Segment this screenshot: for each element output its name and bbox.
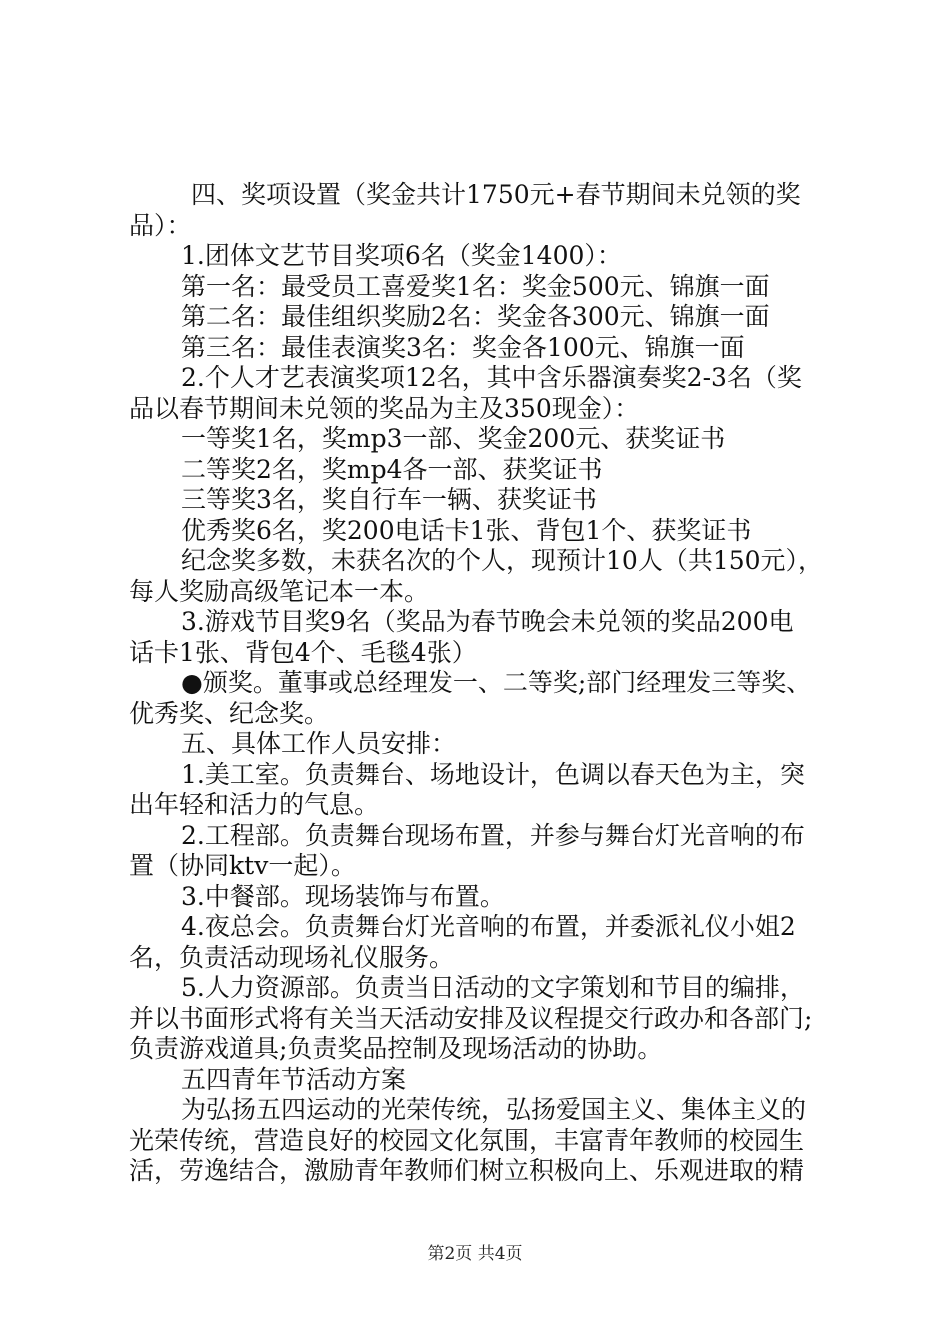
text-line: 五四青年节活动方案 <box>181 1064 407 1094</box>
text-line: 2.工程部。负责舞台现场布置，并参与舞台灯光音响的布 <box>181 820 805 850</box>
text-line: 优秀奖6名，奖200电话卡1张、背包1个、获奖证书 <box>181 515 752 545</box>
text-line: 话卡1张、背包4个、毛毯4张） <box>129 637 477 667</box>
text-line: 1.美工室。负责舞台、场地设计，色调以春天色为主，突 <box>181 759 805 789</box>
text-line: 名，负责活动现场礼仪服务。 <box>129 942 455 972</box>
text-line: 品以春节期间未兑领的奖品为主及350现金）： <box>129 393 640 423</box>
text-line: 出年轻和活力的气息。 <box>129 790 380 819</box>
text-line: 第二名：最佳组织奖励2名：奖金各300元、锦旗一面 <box>181 302 770 331</box>
text-line: 4.夜总会。负责舞台灯光音响的布置，并委派礼仪小姐2 <box>181 912 796 941</box>
text-line: 光荣传统，营造良好的校园文化氛围，丰富青年教师的校园生 <box>129 1125 805 1155</box>
text-line: 置（协同ktv一起）。 <box>129 851 356 880</box>
text-line: ●颁奖。董事或总经理发一、二等奖;部门经理发三等奖、 <box>181 668 812 697</box>
text-line: 品）： <box>129 210 192 240</box>
text-line: 为弘扬五四运动的光荣传统，弘扬爱国主义、集体主义的 <box>181 1095 807 1124</box>
text-line: 三等奖3名，奖自行车一辆、获奖证书 <box>181 485 597 514</box>
document-body <box>129 180 835 1187</box>
text-line: 纪念奖多数，未获名次的个人，现预计10人（共150元）， <box>181 546 824 575</box>
text-line: 二等奖2名，奖mp4各一部、获奖证书 <box>181 454 603 484</box>
text-line: 负责游戏道具;负责奖品控制及现场活动的协助。 <box>129 1034 663 1063</box>
text-line: 并以书面形式将有关当天活动安排及议程提交行政办和各部门; <box>129 1003 813 1033</box>
text-line: 3.游戏节目奖9名（奖品为春节晚会未兑领的奖品200电 <box>181 607 794 636</box>
text-line: 优秀奖、纪念奖。 <box>129 698 330 728</box>
text-line: 活，劳逸结合，激励青年教师们树立积极向上、乐观进取的精 <box>129 1156 805 1185</box>
text-line: 五、具体工作人员安排： <box>181 729 457 758</box>
text-line: 1.团体文艺节目奖项6名（奖金1400）： <box>181 241 622 270</box>
text-line: 一等奖1名，奖mp3一部、奖金200元、获奖证书 <box>181 424 726 453</box>
text-line: 第三名：最佳表演奖3名：奖金各100元、锦旗一面 <box>181 332 745 362</box>
text-line: 5.人力资源部。负责当日活动的文字策划和节目的编排， <box>181 973 805 1002</box>
text-line: 第一名：最受员工喜爱奖1名：奖金500元、锦旗一面 <box>181 271 770 301</box>
text-line: 四、奖项设置（奖金共计1750元+春节期间未兑领的奖 <box>191 180 801 209</box>
page-footer: 第2页 共4页 <box>427 1244 523 1264</box>
text-line: 每人奖励高级笔记本一本。 <box>129 576 430 606</box>
text-line: 3.中餐部。现场装饰与布置。 <box>181 881 505 911</box>
text-line: 2.个人才艺表演奖项12名，其中含乐器演奏奖2-3名（奖 <box>181 363 802 392</box>
